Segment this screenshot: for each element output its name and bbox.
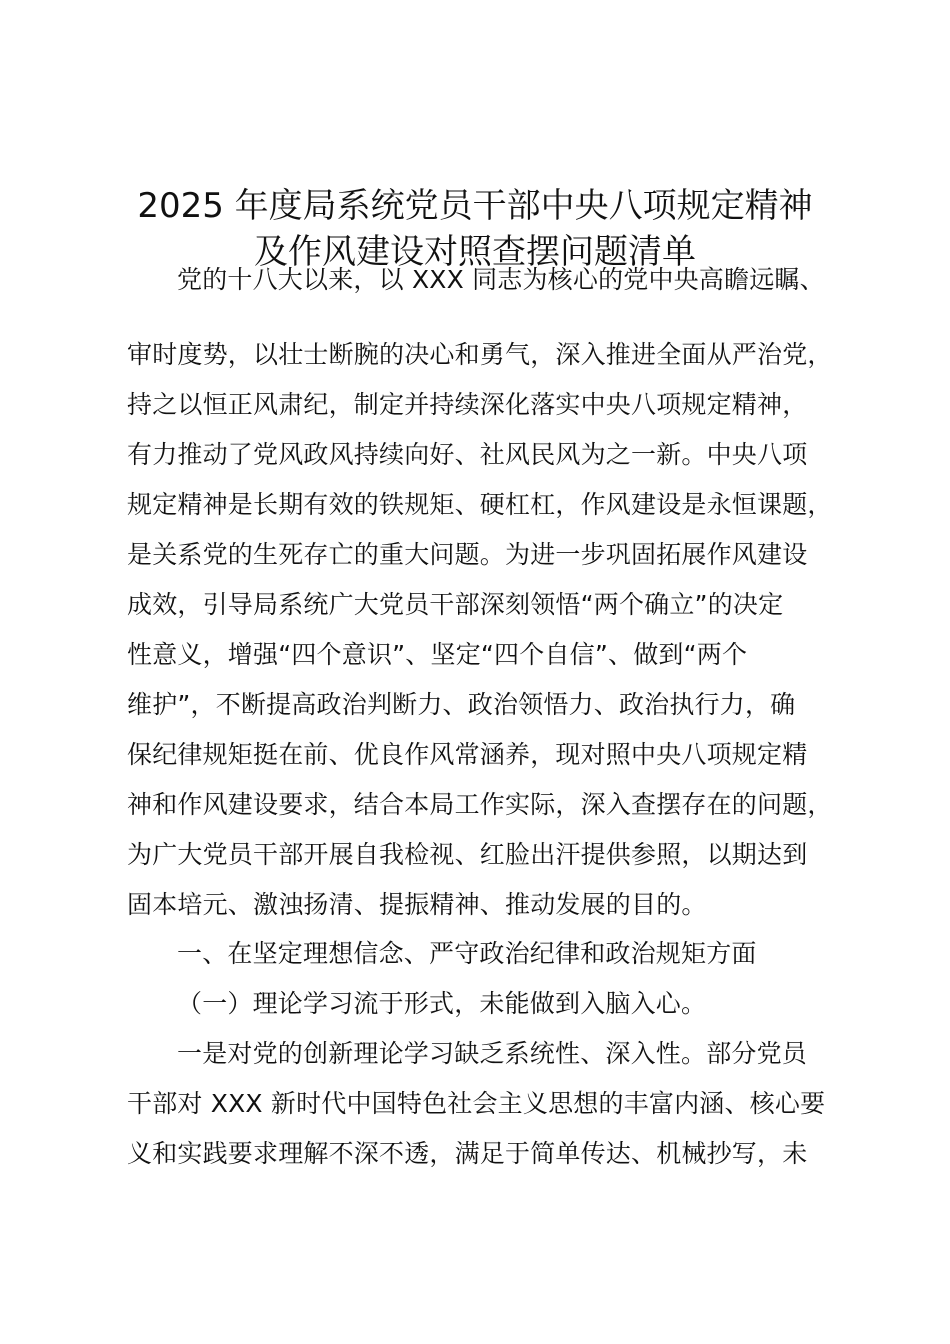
paragraph-line: 义和实践要求理解不深不透，满足于简单传达、机械抄写，未 bbox=[127, 1139, 808, 1168]
paragraph-line: 党的十八大以来，以 XXX 同志为核心的党中央高瞻远瞩、 bbox=[177, 265, 825, 294]
document-title-line-2: 及作风建设对照查摆问题清单 bbox=[254, 232, 696, 272]
paragraph-line: 维护”，不断提高政治判断力、政治领悟力、政治执行力，确 bbox=[127, 690, 796, 719]
paragraph-line: 规定精神是长期有效的铁规矩、硬杠杠，作风建设是永恒课题， bbox=[127, 490, 833, 519]
paragraph-line: 干部对 XXX 新时代中国特色社会主义思想的丰富内涵、核心要 bbox=[127, 1089, 826, 1118]
paragraph-line: 性意义，增强“四个意识”、坚定“四个自信”、做到“两个 bbox=[127, 640, 748, 669]
paragraph-line: 持之以恒正风肃纪，制定并持续深化落实中央八项规定精神， bbox=[127, 390, 808, 419]
paragraph-line: 一是对党的创新理论学习缺乏系统性、深入性。部分党员 bbox=[177, 1039, 808, 1068]
section-heading: 一、在坚定理想信念、严守政治纪律和政治规矩方面 bbox=[177, 939, 757, 968]
subsection-heading: （一）理论学习流于形式，未能做到入脑入心。 bbox=[177, 989, 707, 1018]
paragraph-line: 神和作风建设要求，结合本局工作实际，深入查摆存在的问题， bbox=[127, 790, 833, 819]
paragraph-line: 为广大党员干部开展自我检视、红脸出汗提供参照，以期达到 bbox=[127, 840, 808, 869]
paragraph-line: 有力推动了党风政风持续向好、社风民风为之一新。中央八项 bbox=[127, 440, 808, 469]
document-title-line-1: 2025 年度局系统党员干部中央八项规定精神 bbox=[137, 186, 813, 226]
paragraph-line: 是关系党的生死存亡的重大问题。为进一步巩固拓展作风建设 bbox=[127, 540, 808, 569]
paragraph-line: 审时度势，以壮士断腕的决心和勇气，深入推进全面从严治党， bbox=[127, 340, 833, 369]
paragraph-line: 固本培元、激浊扬清、提振精神、推动发展的目的。 bbox=[127, 890, 707, 919]
paragraph-line: 成效，引导局系统广大党员干部深刻领悟“两个确立”的决定 bbox=[127, 590, 784, 619]
paragraph-line: 保纪律规矩挺在前、优良作风常涵养，现对照中央八项规定精 bbox=[127, 740, 808, 769]
